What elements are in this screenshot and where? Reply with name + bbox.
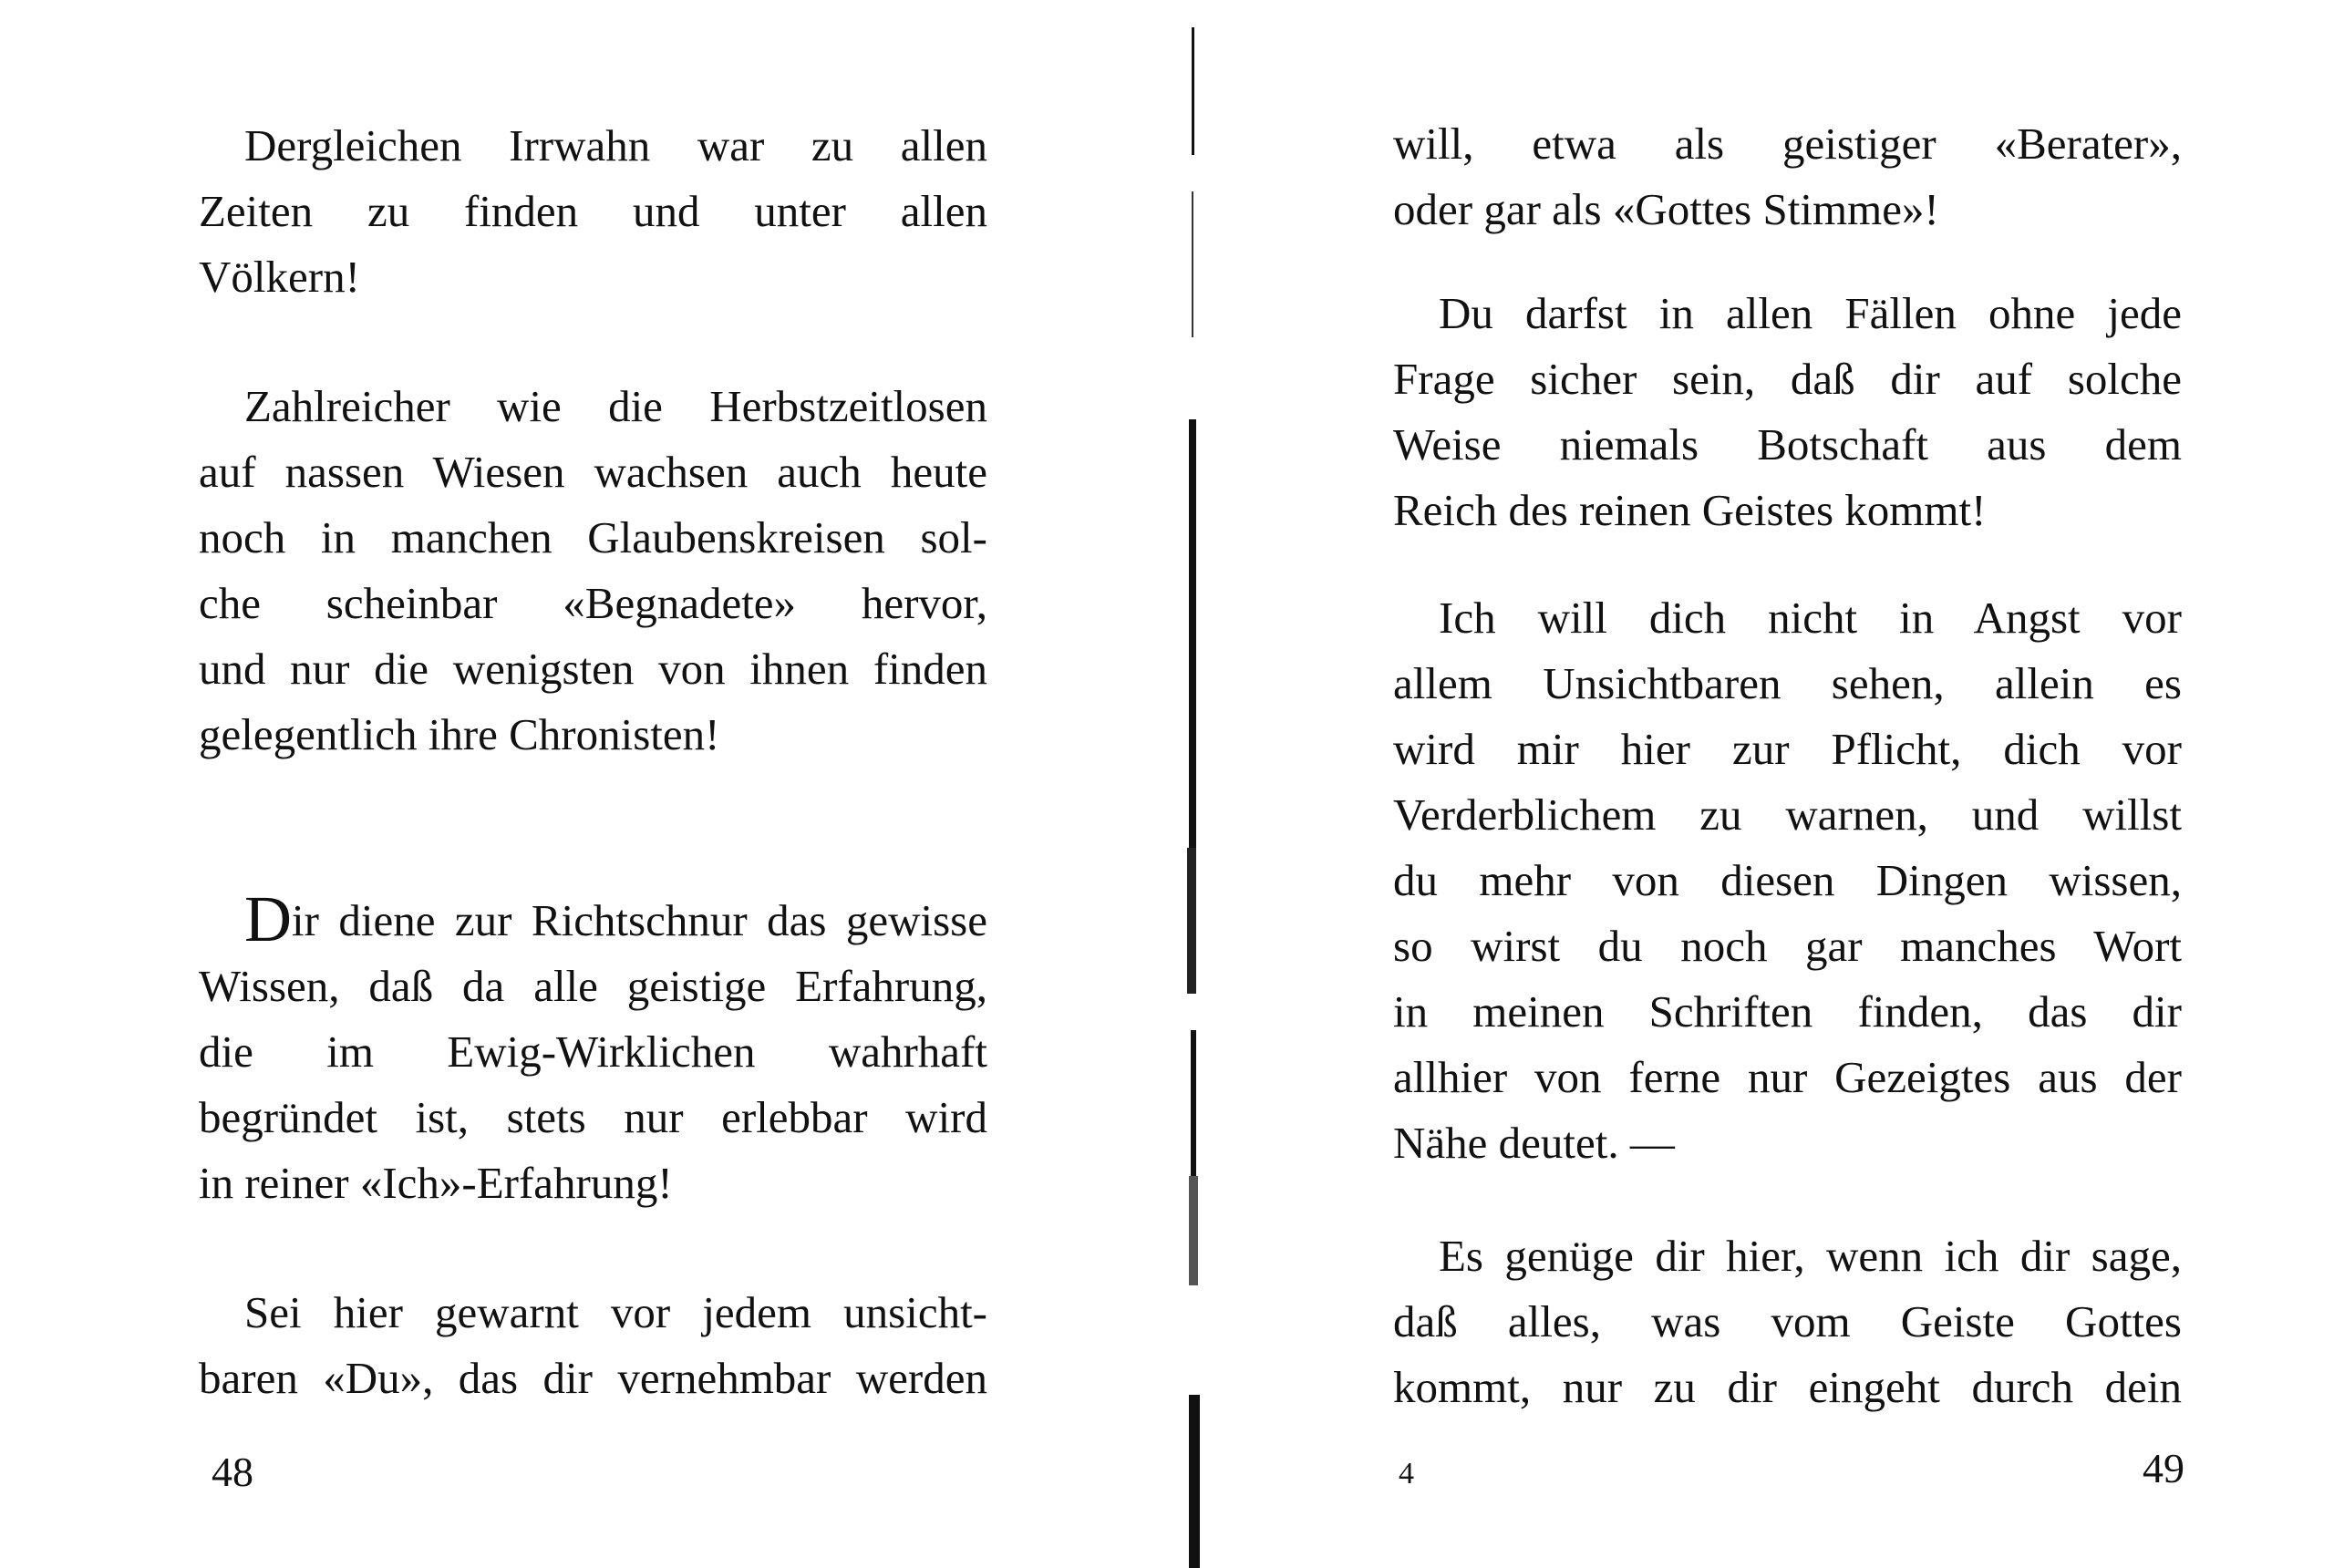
text-line: Dergleichen Irrwahn war zu allen — [244, 120, 987, 170]
text-line: so wirst du noch gar manches Wort — [1393, 921, 2182, 971]
text-line-with-dropcap — [199, 882, 987, 955]
right-paragraph-3 — [1393, 585, 2182, 1176]
text-line: die im Ewig-Wirklichen wahrhaft — [199, 1026, 987, 1077]
text-line: Zeiten zu finden und unter allen — [199, 186, 987, 236]
left-paragraph-4 — [199, 1280, 987, 1411]
text-line: allem Unsichtbaren sehen, allein es — [1393, 658, 2182, 708]
text-line: oder gar als «Gottes Stimme»! — [1393, 184, 1939, 234]
text-line: Zahlreicher wie die Herbstzeitlosen — [244, 381, 987, 431]
text-line: daß alles, was vom Geiste Gottes — [1393, 1296, 2182, 1346]
text-line: Du darfst in allen Fällen ohne jede — [1439, 288, 2182, 338]
right-page — [1194, 0, 2334, 1568]
page-number-right: 49 — [2143, 1445, 2184, 1491]
text-line: gelegentlich ihre Chronisten! — [199, 709, 720, 759]
text-line: Ich will dich nicht in Angst vor — [1439, 593, 2182, 643]
text-line: du mehr von diesen Dingen wissen, — [1393, 855, 2182, 905]
page-number-left: 48 — [212, 1449, 253, 1495]
text-line: ir diene zur Richtschnur das gewisse — [292, 895, 987, 945]
text-line: wird mir hier zur Pflicht, dich vor — [1393, 724, 2182, 774]
text-line: kommt, nur zu dir eingeht durch dein — [1393, 1362, 2182, 1412]
text-line: auf nassen Wiesen wachsen auch heute — [199, 447, 987, 497]
text-line: baren «Du», das dir vernehmbar werden — [199, 1353, 987, 1403]
text-line: noch in manchen Glaubenskreisen sol- — [199, 512, 987, 562]
text-line: Verderblichem zu warnen, und willst — [1393, 789, 2182, 840]
left-paragraph-3 — [199, 882, 987, 1216]
text-line: Es genüge dir hier, wenn ich dir sage, — [1439, 1231, 2182, 1281]
text-line: Reich des reinen Geistes kommt! — [1393, 485, 1987, 535]
text-line: in reiner «Ich»-Erfahrung! — [199, 1158, 673, 1208]
right-paragraph-1 — [1393, 111, 2182, 242]
left-paragraph-1 — [199, 113, 987, 310]
text-line: und nur die wenigsten von ihnen finden — [199, 644, 987, 694]
dropcap: D — [244, 882, 292, 955]
text-line: Sei hier gewarnt vor jedem unsicht- — [244, 1287, 987, 1337]
text-line: che scheinbar «Begnadete» hervor, — [199, 578, 987, 628]
text-line: Völkern! — [199, 252, 360, 302]
signature-mark: 4 — [1399, 1457, 1414, 1491]
text-line: begründet ist, stets nur erlebbar wird — [199, 1092, 987, 1142]
right-paragraph-4 — [1393, 1223, 2182, 1420]
text-line: Weise niemals Botschaft aus dem — [1393, 419, 2182, 469]
text-line: in meinen Schriften finden, das dir — [1393, 986, 2182, 1037]
right-paragraph-2 — [1393, 281, 2182, 543]
text-line: Frage sicher sein, daß dir auf solche — [1393, 354, 2182, 404]
left-paragraph-2 — [199, 374, 987, 768]
text-line: Wissen, daß da alle geistige Erfahrung, — [199, 961, 987, 1011]
text-line: Nähe deutet. — — [1393, 1118, 1675, 1168]
text-line: allhier von ferne nur Gezeigtes aus der — [1393, 1052, 2182, 1102]
text-line: will, etwa als geistiger «Berater», — [1393, 119, 2182, 169]
